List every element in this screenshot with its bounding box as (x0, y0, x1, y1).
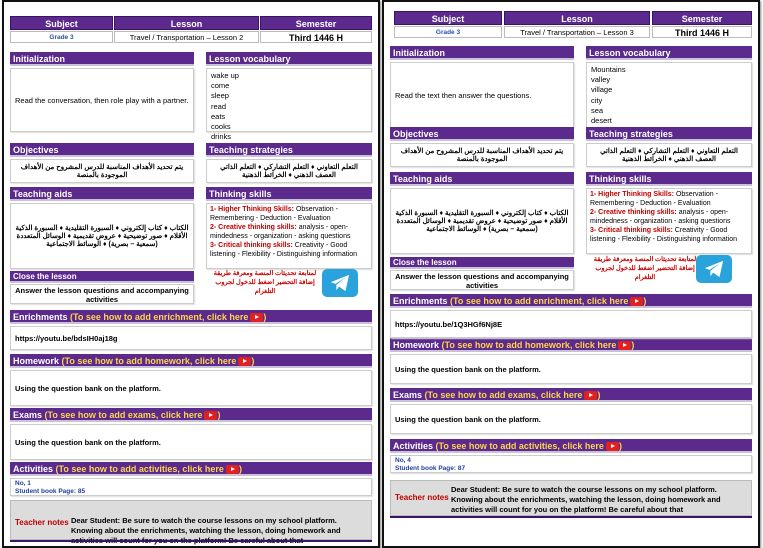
subject-header: Subject (10, 16, 113, 30)
strategies-box (206, 159, 372, 183)
strategies-text: التعلم التعاوني ♦ التعلم التشاركي ♦ التعلم الذاتي العصف الذهني ♦ الخرائط الذهنية (220, 164, 358, 179)
strategies-title: Teaching strategies (586, 127, 752, 141)
vocab-item: desert (591, 116, 612, 126)
vocabulary-title: Lesson vocabulary (206, 52, 372, 66)
activities-box (10, 478, 372, 496)
exams-howto-link[interactable]: (To see how to add exams, click here (424, 390, 583, 400)
aids-text: الكتاب ♦ كتاب إلكتروني ♦ السبورة التقليدية ♦ السبورة الذكية الأقلام ♦ صور توضيحية ♦ عروض تقديمية ♦ الوسائل المتعددة (سمعية – بصرية) ♦ الوسائط الاجتماعية (395, 210, 569, 233)
enrich-url[interactable]: https://youtu.be/1Q3HGf6Nj8E (395, 319, 503, 329)
youtube-icon[interactable] (618, 341, 631, 350)
activities-page: Student book Page: 85 (15, 488, 86, 495)
thinking-skill-text: analysis - open-mindedness - organization - asking questions (590, 209, 731, 225)
youtube-icon[interactable] (584, 391, 597, 400)
strategies-box (586, 143, 752, 167)
semester-value: Third 1446 H (260, 31, 372, 43)
teacher-notes-text: Dear Student: Be sure to watch the course lessons on my school platform. Knowing about the enrichments, watching the lesson, doing homework and (71, 516, 341, 535)
teacher-notes-box (390, 480, 752, 516)
telegram-icon[interactable] (322, 269, 358, 297)
homework-title: Homework (393, 340, 440, 350)
objectives-text: يتم تحديد الأهداف المناسبة للدرس المشروح من الأهداف الموجودة بالمنصة (400, 148, 564, 163)
bottom-rule (390, 516, 752, 518)
subject-header: Subject (394, 11, 502, 25)
thinking-skill-label: 2- Creative thinking skills: (210, 224, 297, 231)
vocab-item: valley (591, 75, 611, 85)
telegram-icon[interactable] (696, 255, 732, 283)
activities-page: Student book Page: 87 (395, 465, 466, 472)
teacher-notes-box (10, 500, 372, 540)
thinking-skill (210, 223, 368, 241)
exams-box (10, 424, 372, 460)
thinking-skill-text: Observation - Remembering - Deduction - Evaluation (590, 191, 718, 207)
thinking-skill (590, 226, 748, 244)
objectives-title: Objectives (390, 127, 574, 141)
thinking-skill (590, 190, 748, 208)
homework-title-bar: Homework (To see how to add homework, click here ) (390, 338, 752, 352)
aids-text: الكتاب ♦ كتاب إلكتروني ♦ السبورة التقليدية ♦ السبورة الذكية الأقلام ♦ صور توضيحية ♦ عروض تقديمية ♦ الوسائل المتعددة (سمعية – بصرية) ♦ الوسائط الاجتماعية (15, 225, 189, 248)
activities-title-bar: Activities (To see how to add activities, click here ) (390, 439, 752, 453)
telegram-text[interactable]: لمتابعة تحديثات المنصة ومعرفة طريقة إضافة التحضير اضغط للدخول لجروب التلغرام (593, 256, 697, 281)
aids-box (390, 188, 574, 254)
activities-number: No, 1 (15, 480, 31, 487)
vocab-item: eats (211, 111, 226, 121)
thinking-skill-label: 2- Creative thinking skills: (590, 209, 677, 216)
lesson-header: Lesson (504, 11, 650, 25)
thinking-box (206, 203, 372, 269)
paper-plane-icon (329, 273, 351, 293)
aids-box (10, 203, 194, 269)
thinking-box (586, 188, 752, 254)
aids-title: Teaching aids (390, 172, 574, 186)
activities-number: No, 4 (395, 457, 411, 464)
vocab-item: village (591, 85, 613, 95)
strategies-text: التعلم التعاوني ♦ التعلم التشاركي ♦ التعلم الذاتي العصف الذهني ♦ الخرائط الذهنية (600, 148, 738, 163)
homework-text: Using the question bank on the platform. (15, 383, 161, 393)
lesson-plan-page-1 (2, 0, 380, 548)
vocabulary-box (206, 68, 372, 142)
homework-text: Using the question bank on the platform. (395, 364, 541, 374)
objectives-text: يتم تحديد الأهداف المناسبة للدرس المشروح من الأهداف الموجودة بالمنصة (20, 164, 184, 179)
activities-title: Activities (393, 441, 434, 451)
thinking-skill (590, 208, 748, 226)
youtube-icon[interactable] (204, 411, 217, 420)
grade-value: Grade 3 (394, 26, 502, 38)
exams-title: Exams (13, 410, 43, 420)
lesson-value: Travel / Transportation – Lesson 2 (114, 31, 259, 43)
exams-title-bar: Exams (To see how to add exams, click here ) (10, 408, 372, 422)
enrich-title-bar: Enrichments (To see how to add enrichment, click here ) (10, 310, 372, 324)
enrich-title-bar: Enrichments (To see how to add enrichment, click here ) (390, 294, 752, 308)
enrich-howto-link[interactable]: (To see how to add enrichment, click here (450, 296, 629, 306)
homework-howto-link[interactable]: (To see how to add homework, click here (441, 340, 617, 350)
close-text: Answer the lesson questions and accompanying activities (15, 286, 189, 304)
thinking-skill (210, 205, 368, 223)
close-title: Close the lesson (10, 271, 194, 283)
youtube-icon[interactable] (226, 465, 239, 474)
grade-value: Grade 3 (10, 31, 113, 43)
close-text: Answer the lesson questions and accompanying activities (395, 272, 569, 290)
initialization-title: Initialization (390, 46, 574, 60)
thinking-skill-label: 1- Higher Thinking Skills: (210, 206, 295, 213)
close-box (390, 270, 574, 290)
initialization-text: Read the text then answer the questions. (395, 90, 532, 100)
semester-header: Semester (260, 16, 372, 30)
vocab-item: drinks (211, 132, 232, 142)
teacher-notes-text: Dear Student: Be sure to watch the course lessons on my school platform. Knowing about the enrichments, watching the lesson, doing homework and activities will count for you on the platform! Be careful about that (451, 485, 721, 514)
exams-howto-link[interactable]: (To see how to add exams, click here (44, 410, 203, 420)
vocab-item: come (211, 81, 230, 91)
youtube-icon[interactable] (250, 313, 263, 322)
enrich-box (10, 326, 372, 350)
semester-header: Semester (652, 11, 752, 25)
vocab-item: city (591, 95, 603, 105)
exams-text: Using the question bank on the platform. (395, 414, 541, 424)
vocabulary-title: Lesson vocabulary (586, 46, 752, 60)
youtube-icon[interactable] (238, 357, 251, 366)
activities-howto-link[interactable]: (To see how to add activities, click here (435, 441, 604, 451)
thinking-skill-label: 1- Higher Thinking Skills: (590, 191, 675, 198)
thinking-skill-text: Creativity - Good listening - Flexibility - Distinguishing information (590, 227, 738, 243)
vocab-item: cooks (211, 122, 231, 132)
thinking-skill-label: 3- Critical thinking skills: (590, 227, 673, 234)
initialization-text: Read the conversation, then role play with a partner. (15, 95, 189, 105)
homework-title: Homework (13, 356, 60, 366)
telegram-text[interactable]: لمتابعة تحديثات المنصة ومعرفة طريقة إضافة التحضير اضغط للدخول لجروب التلغرام (213, 270, 317, 295)
youtube-icon[interactable] (630, 297, 643, 306)
activities-title-bar: Activities (To see how to add activities, click here ) (10, 462, 372, 476)
vocab-item: Mountains (591, 65, 626, 74)
homework-howto-link[interactable]: (To see how to add homework, click here (61, 356, 237, 366)
vocab-item: sea (591, 105, 604, 115)
enrich-url[interactable]: https://youtu.be/bdsIH0aj18g (15, 333, 118, 343)
thinking-skill-text: analysis - open-mindedness - organization - asking questions (210, 224, 351, 240)
homework-box (390, 354, 752, 384)
bottom-rule (10, 540, 372, 542)
initialization-title: Initialization (10, 52, 194, 66)
vocabulary-box (586, 62, 752, 128)
close-box (10, 284, 194, 304)
exams-title-bar: Exams (To see how to add exams, click here ) (390, 388, 752, 402)
lesson-plan-page-2 (382, 0, 760, 548)
enrich-title: Enrichments (393, 296, 448, 306)
youtube-icon[interactable] (606, 442, 619, 451)
vocab-item: read (211, 101, 227, 111)
thinking-skill-label: 3- Critical thinking skills: (210, 242, 293, 249)
exams-title: Exams (393, 390, 423, 400)
paper-plane-icon (703, 259, 725, 279)
activities-box (390, 455, 752, 473)
homework-title-bar: Homework (To see how to add homework, click here ) (10, 354, 372, 368)
initialization-box (390, 62, 574, 128)
close-title: Close the lesson (390, 257, 574, 269)
lesson-header: Lesson (114, 16, 259, 30)
teacher-notes-label: Teacher notes (15, 518, 69, 527)
thinking-skill-text: Observation - Remembering - Deduction - Evaluation (210, 206, 338, 222)
aids-title: Teaching aids (10, 187, 194, 201)
semester-value: Third 1446 H (652, 26, 752, 38)
homework-box (10, 370, 372, 406)
enrich-title: Enrichments (13, 312, 68, 322)
thinking-skill (210, 241, 368, 259)
activities-howto-link[interactable]: (To see how to add activities, click here (55, 464, 224, 474)
activities-title: Activities (13, 464, 54, 474)
enrich-box (390, 310, 752, 338)
objectives-title: Objectives (10, 143, 194, 157)
enrich-howto-link[interactable]: (To see how to add enrichment, click here (70, 312, 249, 322)
thinking-title: Thinking skills (586, 172, 752, 186)
thinking-title: Thinking skills (206, 187, 372, 201)
vocab-item: sleep (211, 91, 229, 101)
objectives-box (10, 159, 194, 183)
initialization-box (10, 68, 194, 132)
objectives-box (390, 143, 574, 167)
teacher-notes-label: Teacher notes (395, 493, 449, 502)
strategies-title: Teaching strategies (206, 143, 372, 157)
exams-text: Using the question bank on the platform. (15, 437, 161, 447)
exams-box (390, 404, 752, 434)
thinking-skill-text: Creativity - Good listening - Flexibility - Distinguishing information (210, 242, 358, 258)
lesson-value: Travel / Transportation – Lesson 3 (504, 26, 650, 38)
vocab-item: wake up (211, 71, 239, 80)
